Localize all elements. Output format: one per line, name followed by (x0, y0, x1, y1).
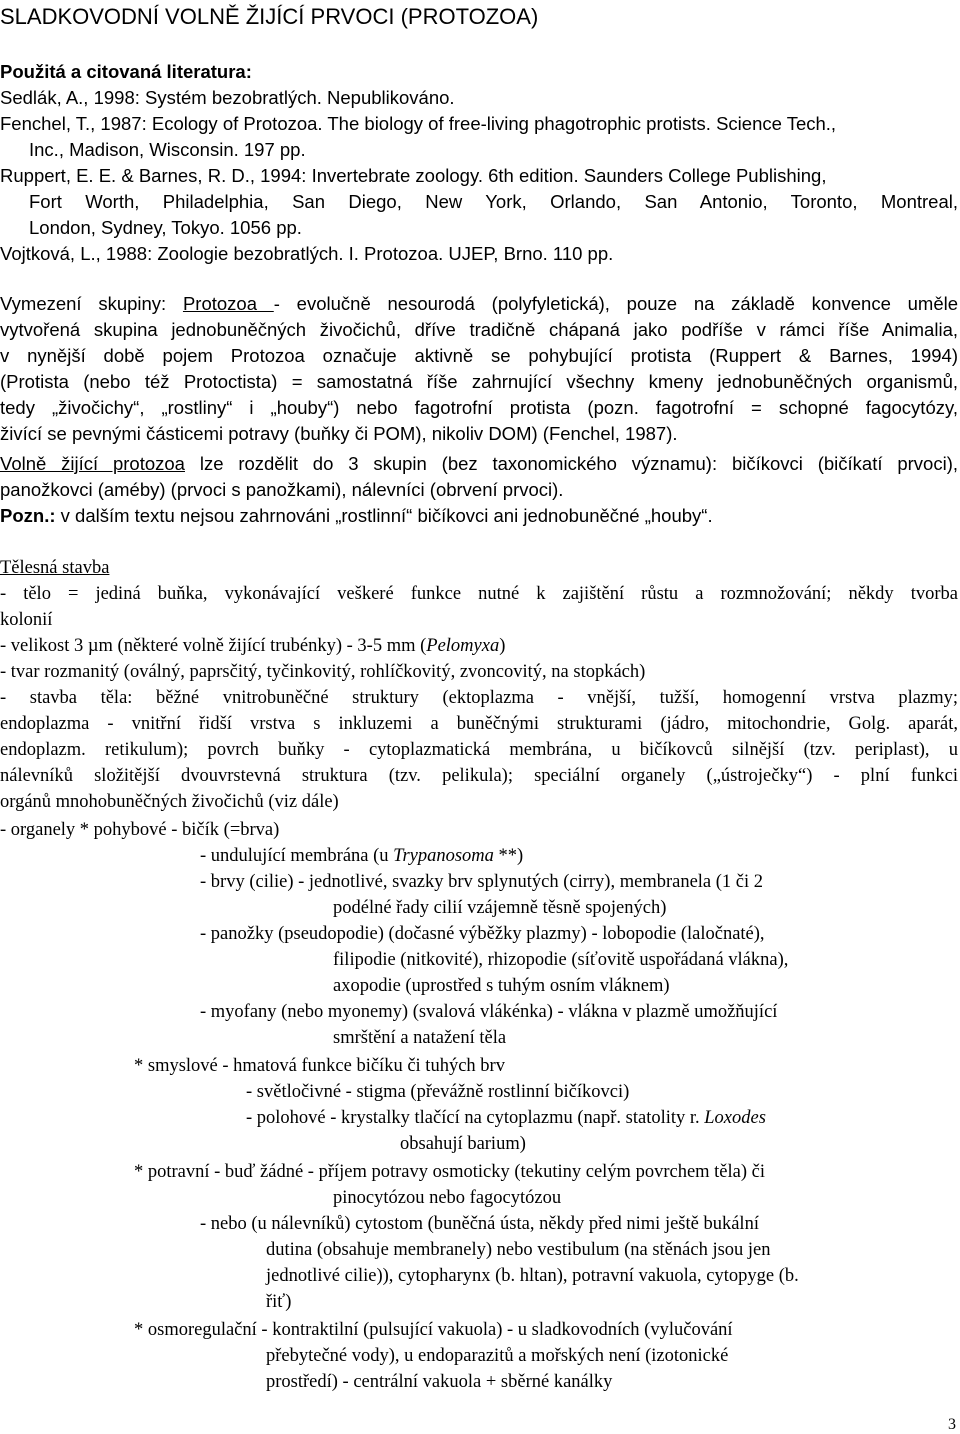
reference-fenchel-cont: Inc., Madison, Wisconsin. 197 pp. (29, 139, 306, 160)
sensory-line: - světločivné - stigma (převážně rostlinní bičíkovci) (246, 1082, 630, 1102)
feeding-line: pinocytózou nebo fagocytózou (333, 1188, 562, 1208)
genus-trypanosoma: Trypanosoma (393, 846, 494, 866)
feeding-line: řiť) (266, 1292, 292, 1312)
organelle-line: - organely * pohybové - bičík (=brva) (0, 820, 280, 840)
reference-vojtkova: Vojtková, L., 1988: Zoologie bezobratlých. I. Protozoa. UJEP, Brno. 110 pp. (0, 243, 614, 264)
body-line: - tvar rozmanitý (oválný, paprsčitý, tyčinkovitý, rohlíčkovitý, zvoncovitý, na stopkách) (0, 662, 646, 682)
definition-line: (Protista (nebo též Protoctista) = samostatná říše zahrnující všechny kmeny jednobuněčných organismů, (0, 371, 958, 392)
note-text: v dalším textu nejsou zahrnováni „rostlinní“ bičíkovci ani jednobuněčné „houby“. (55, 505, 713, 526)
reference-ruppert: Ruppert, E. E. & Barnes, R. D., 1994: Invertebrate zoology. 6th edition. Saunders College Publishing, (0, 165, 827, 186)
sensory-line: obsahují barium) (400, 1134, 526, 1154)
organelle-line: podélné řady cilií vzájemně těsně spojených) (333, 898, 667, 918)
feeding-line: dutina (obsahuje membranely) nebo vestibulum (na stěnách jsou jen (266, 1240, 771, 1260)
definition-line (0, 291, 958, 317)
note-label: Pozn.: (0, 505, 56, 526)
definition-line: v nynější době pojem Protozoa označuje aktivně se pohybující protista (Ruppert & Barnes, 1994) (0, 345, 958, 366)
section-heading: Tělesná stavba (0, 558, 110, 578)
definition-line: vytvořená skupina jednobuněčných živočichů, dříve tradičně chápaná jako podříše v rámci říše Animalia, (0, 319, 958, 340)
feeding-line: - nebo (u nálevníků) cytostom (buněčná ústa, někdy před nimi ještě bukální (200, 1214, 759, 1234)
body-line: endoplazma - vnitřní řidší vrstva s inkluzemi a buněčnými strukturami (jádro, mitochondrie, Golg. aparát, (0, 714, 958, 734)
term-protozoa: Protozoa (182, 293, 274, 314)
page-number: 3 (948, 1416, 956, 1433)
body-line: nálevníků složitější dvouvrstevná struktura (tzv. pelikula); speciální organely („ústroječky“) - plní funkci (0, 766, 958, 786)
body-line: endoplazm. retikulum); povrch buňky - cytoplazmatická membrána, u bičíkovců silnější (tzv. periplast), u (0, 740, 958, 760)
body-line: - stavba těla: běžné vnitrobuněčné struktury (ektoplazma - vnější, tužší, homogenní vrstva plazmy; (0, 688, 958, 708)
body-line: kolonií (0, 610, 53, 630)
osmoregulation-line: * osmoregulační - kontraktilní (pulsující vakuola) - u sladkovodních (vylučování (134, 1320, 733, 1340)
undulating-membrane-end: **) (493, 846, 524, 866)
size-text: - velikost 3 µm (některé volně žijící trubénky) - 3-5 mm ( (0, 636, 427, 656)
organelle-line: - myofany (nebo myonemy) (svalová vlákénka) - vlákna v plazmě umožňující (200, 1002, 778, 1022)
genus-loxodes: Loxodes (704, 1108, 766, 1128)
organelle-line: filipodie (nitkovité), rhizopodie (síťovitě uspořádaná vlákna), (333, 950, 789, 970)
definition-label: Vymezení skupiny: (0, 293, 183, 314)
sensory-line (246, 1105, 958, 1131)
reference-sedlak: Sedlák, A., 1998: Systém bezobratlých. Nepublikováno. (0, 87, 455, 108)
organelle-line: smrštění a natažení těla (333, 1028, 507, 1048)
statolith-text: - polohové - krystalky tlačící na cytoplazmu (např. statolity r. (246, 1108, 705, 1128)
organelle-line: axopodie (uprostřed s tuhým osním vláknem) (333, 976, 670, 996)
term-free-living-protozoa: Volně žijící protozoa (0, 453, 185, 474)
reference-ruppert-cont2: London, Sydney, Tokyo. 1056 pp. (29, 217, 302, 238)
sensory-line: * smyslové - hmatová funkce bičíku či tuhých brv (134, 1056, 505, 1076)
groups-text: lze rozdělit do 3 skupin (bez taxonomického významu): bičíkovci (bičíkatí prvoci), (184, 453, 958, 474)
body-line: - tělo = jediná buňka, vykonávající veškeré funkce nutné k zajištění růstu a rozmnožování; někdy tvorba (0, 584, 958, 604)
literature-heading: Použitá a citovaná literatura: (0, 61, 252, 82)
reference-ruppert-cont: Fort Worth, Philadelphia, San Diego, New York, Orlando, San Antonio, Toronto, Montreal, (29, 191, 958, 212)
size-text-end: ) (499, 636, 506, 656)
note-line (0, 503, 958, 529)
feeding-line: * potravní - buď žádné - příjem potravy osmoticky (tekutiny celým povrchem těla) či (134, 1162, 766, 1182)
genus-pelomyxa: Pelomyxa (426, 636, 500, 656)
definition-line: živící se pevnými částicemi potravy (buňky či POM), nikoliv DOM) (Fenchel, 1987). (0, 423, 678, 444)
osmoregulation-line: prostředí) - centrální vakuola + sběrné kanálky (266, 1372, 613, 1392)
definition-text: - evolučně nesourodá (polyfyletická), pouze na základě konvence uměle (273, 293, 959, 314)
undulating-membrane-text: - undulující membrána (u (200, 846, 394, 866)
groups-line: panožkovci (améby) (prvoci s panožkami), nálevníci (obrvení prvoci). (0, 479, 564, 500)
groups-line (0, 451, 958, 477)
organelle-line: - panožky (pseudopodie) (dočasné výběžky plazmy) - lobopodie (laločnaté), (200, 924, 765, 944)
organelle-line (200, 843, 958, 869)
organelle-line: - brvy (cilie) - jednotlivé, svazky brv splynutých (cirry), membranela (1 či 2 (200, 872, 764, 892)
feeding-line: jednotlivé cilie)), cytopharynx (b. hltan), potravní vakuola, cytopyge (b. (266, 1266, 799, 1286)
body-line: orgánů mnohobuněčných živočichů (viz dále) (0, 792, 339, 812)
body-line (0, 633, 958, 659)
osmoregulation-line: přebytečné vody), u endoparazitů a mořských není (izotonické (266, 1346, 729, 1366)
page-title: SLADKOVODNÍ VOLNĚ ŽIJÍCÍ PRVOCI (PROTOZOA) (0, 4, 539, 29)
definition-line: tedy „živočichy“, „rostliny“ i „houby“) nebo fagotrofní protista (pozn. fagotrofní = schopné fagocytózy, (0, 397, 958, 418)
reference-fenchel: Fenchel, T., 1987: Ecology of Protozoa. The biology of free-living phagotrophic protists. Science Tech., (0, 113, 837, 134)
